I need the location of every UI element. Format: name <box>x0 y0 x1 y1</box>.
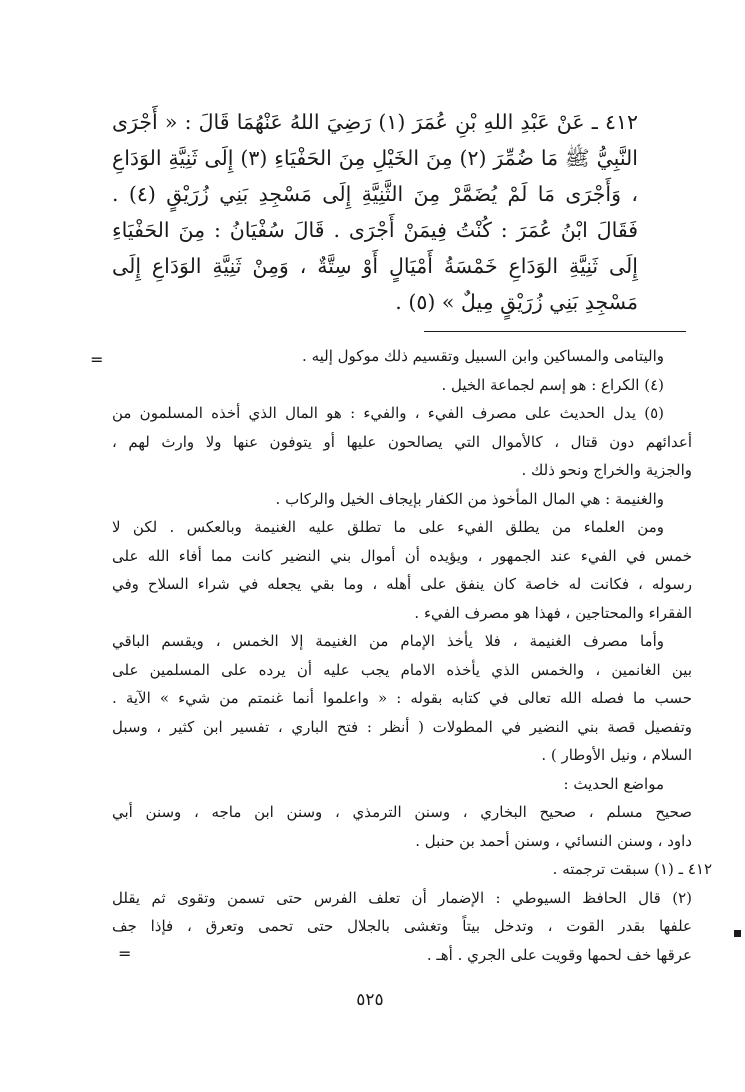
footnote-line: ومن العلماء من يطلق الفيء على ما تطلق عليه الغنيمة وبالعكس . لكن لا <box>112 518 664 536</box>
footnote-separator <box>424 331 686 332</box>
footnote-line: السلام ، ونيل الأوطار ) . <box>541 746 692 764</box>
footnote-line: والغنيمة : هي المال المأخوذ من الكفار بإيجاف الخيل والركاب . <box>275 489 664 508</box>
footnote-line: بين الغانمين ، والخمس الذي يأخذه الامام يجب عليه أن يرده على المسلمين على <box>112 660 692 679</box>
footnote-line: الفقراء والمحتاجين ، فهذا هو مصرف الفيء . <box>414 603 692 622</box>
footnote-line: علفها بقدر القوت ، وتدخل بيتاً وتغشى بالجلال حتى تحمى وتعرق ، فإذا جف <box>112 917 692 935</box>
page-number: ٥٢٥ <box>356 990 384 1010</box>
continuation-mark: = <box>90 350 104 369</box>
footnote-line: (٤) الكراع : هو إسم لجماعة الخيل . <box>441 375 664 394</box>
footnote-line: عرقها خف لحمها وقويت على الجري . أهـ . <box>426 945 692 964</box>
footnote-line: أعدائهم دون قتال ، كالأموال التي يصالحون عليها أو يتوفون عنها ولا وارث لهم ، <box>112 432 692 451</box>
footnote-line: (٥) يدل الحديث على مصرف الفيء ، والفيء : هو المال الذي أخذه المسلمون من <box>112 404 664 422</box>
footnote-line: حسب ما فصله الله تعالى في كتابه بقوله : « واعلموا أنما غنمتم من شيء » الآية . <box>112 689 692 707</box>
footnote-line: خمس في الفيء عند الجمهور ، ويؤيده أن أموال بني النضير كانت مما أفاء الله على <box>112 546 692 565</box>
footnote-line: واليتامى والمساكين وابن السبيل وتقسيم ذلك موكول إليه . <box>302 347 664 365</box>
footnote-line: (٢) قال الحافظ السيوطي : الإضمار أن تعلف الفرس حتى تسمن وتقوى ثم يقلل <box>112 888 692 907</box>
footnote-line: رسوله ، فكانت له خاصة كان ينفق على أهله ، وما بقي يجعله في شراء السلاح وفي <box>112 575 692 593</box>
hadith-text <box>112 104 638 320</box>
footnote-line: والجزية والخراج ونحو ذلك . <box>521 461 692 479</box>
footnote-line: وأما مصرف الغنيمة ، فلا يأخذ الإمام من الغنيمة إلا الخمس ، ويقسم الباقي <box>112 632 664 650</box>
footnote-line: داود ، وسنن النسائي ، وسنن أحمد بن حنبل . <box>415 831 692 850</box>
scan-edge-mark <box>734 930 741 937</box>
hadith-paragraph: ٤١٢ ـ عَنْ عَبْدِ اللهِ بْنِ عُمَرَ (١) رَضِيَ اللهُ عَنْهُمَا قَالَ : « أَجْرَى النَّبِيُّ ﷺ مَا ضُمِّرَ (٢) مِنَ الخَيْلِ مِنَ الحَفْيَاءِ (٣) إِلَى ثَنِيَّةِ الوَدَاعِ ، وَأَجْرَى مَا لَمْ يُضَمَّرْ مِنَ الثَّنِيَّةِ إِلَى مَسْجِدِ بَنِي زُرَيْقٍ (٤) . فَقَالَ ابْنُ عُمَرَ : كُنْتُ فِيمَنْ أَجْرَى . قَالَ سُفْيَانُ : مِنَ الحَفْيَاءِ إِلَى ثَنِيَّةِ الوَدَاعِ خَمْسَةُ أَمْيَالٍ أَوْ سِتَّةٌ ، وَمِنْ ثَنِيَّةِ الوَدَاعِ إِلَى مَسْجِدِ بَنِي زُرَيْقٍ مِيلٌ » (٥) . <box>112 110 638 314</box>
footnote-line: ٤١٢ ـ (١) سبقت ترجمته . <box>552 860 712 878</box>
footnote-line: صحيح مسلم ، صحيح البخاري ، وسنن الترمذي ، وسنن ابن ماجه ، وسنن أبي <box>112 803 692 821</box>
footnotes <box>112 342 712 969</box>
footnote-line: مواضع الحديث : <box>563 774 664 793</box>
continued-mark: = <box>118 944 132 963</box>
footnote-line: وتفصيل قصة بني النضير في المطولات ( أنظر : فتح الباري ، تفسير ابن كثير ، وسبل <box>112 717 692 736</box>
